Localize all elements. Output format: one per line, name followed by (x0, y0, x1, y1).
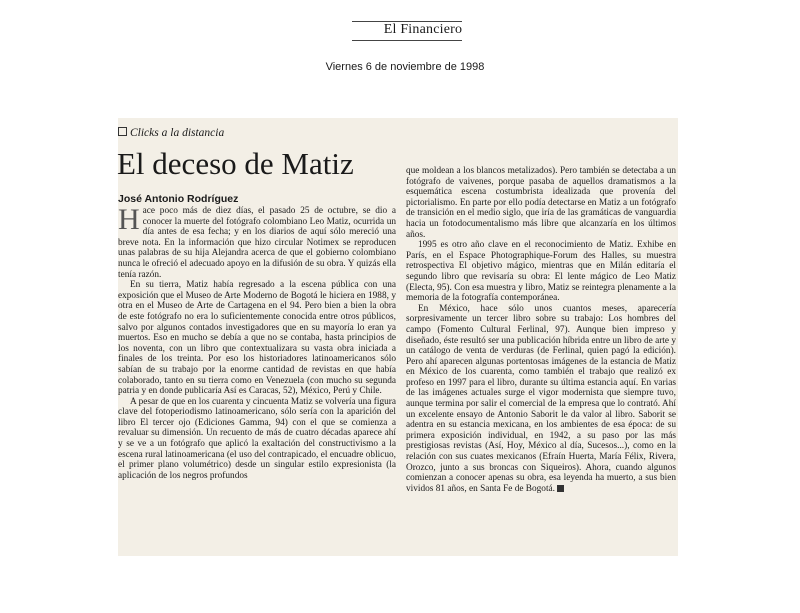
article-column-2 (406, 166, 676, 494)
masthead-rule-bottom (352, 40, 462, 41)
article-byline: José Antonio Rodríguez (118, 193, 239, 205)
section-label-text: Clicks a la distancia (130, 127, 225, 139)
end-mark-icon (557, 485, 564, 492)
masthead-rule-top (352, 21, 462, 22)
article-headline: El deceso de Matiz (117, 146, 354, 181)
paragraph-5: 1995 es otro año clave en el reconocimiento de Matiz. Exhibe en París, en el Espace Photographique-Forum des Halles, su muestra retrospectiva El objetivo mágico, mientras que en Milán editaría el segundo libro que revisaría su obra: El lente mágico de Leo Matiz (Electa, 95). Con esa muestra y libro, Matiz se reintegra plenamente a la memoria de la fotografía contemporánea. (406, 240, 676, 304)
paragraph-6 (406, 304, 676, 495)
section-label (118, 127, 224, 139)
paragraph-1-text: ace poco más de diez días, el pasado 25 de octubre, se dio a conocer la muerte del fotógrafo colombiano Leo Matiz, ocurrida un día antes de esa fecha; y en los diarios de aquí sólo mereció una breve nota. En la información que hizo circular Notimex se reproducen unas palabras de su hija Alejandra acerca de que el gobierno colombiano nunca le ofreció el adecuado apoyo en la difusión de su obra. Y quizás ella tenía razón. (118, 206, 396, 280)
dateline: Viernes 6 de noviembre de 1998 (325, 61, 485, 73)
paragraph-3: A pesar de que en los cuarenta y cincuenta Matiz se volvería una figura clave del fotoperiodismo latinoamericano, sólo sería con la aparición del libro El tercer ojo (Ediciones Gamma, 94) con el que se comienza a revaluar su dimensión. Un recuento de más de cuatro décadas aparece ahí y se ve a un fotógrafo que aplicó la exaltación del constructivismo a la escena rural latinoamericana (el uso del contrapicado, el encuadre oblicuo, el primer plano volumétrico) desde un singular estilo expresionista (la aplicación de los negros profundos (118, 396, 396, 481)
paragraph-4: que moldean a los blancos metalizados). Pero también se detectaba a un fotógrafo de vaivenes, porque pasaba de aquellos dramatismos a la esquemática escena costumbrista idealizada que provenía del pictorialismo. En parte por ello podía detectarse en Matiz a un fotógrafo de transición en el medio siglo, que iría de las gramáticas de vanguardia hacia un fotodocumentalismo más libre que alcanzaría en los últimos años. (406, 166, 676, 240)
article-column-1 (118, 203, 396, 481)
checkbox-square-icon (118, 127, 127, 136)
paragraph-1 (118, 203, 396, 280)
drop-cap: H (118, 203, 140, 236)
paragraph-6-text: En México, hace sólo unos cuantos meses, aparecería sorpresivamente un tercer libro sobre su trabajo: Los hombres del campo (Fomento Cultural Ferlinal, 97). Aunque bien impreso y diseñado, éste resultó ser una publicación híbrida entre un libro de arte y un catálogo de venta de verduras (de Ferlinal, quien pagó la edición). Pero ahí aparecen algunas portentosas imágenes de la estancia de Matiz en México de los cuarenta, como también el trabajo que realizó ex profeso en 1997 para el libro, durante su última estancia aquí. En varias de las imágenes actuales surge el vigor modernista que siempre tuvo, aunque termina por salir el comercial de la empresa que lo contrató. Ahí un excelente ensayo de Antonio Saborit le da valor al libro. Saborit se adentra en su estancia mexicana, en los ambientes de esa época: de su primera exposición individual, en 1942, a su paso por las más prestigiosas revistas (Así, Hoy, México al día, Sucesos...), como en la relación con sus cuates mexicanos (Efraín Huerta, María Félix, Rivera, Orozco, junto a sus broncas con Siqueiros). Ahora, cuando algunos comienzan a conocer apenas su obra, esa leyenda ha muerto, a sus bien vividos 81 años, en Santa Fe de Bogotá. (406, 303, 676, 494)
paragraph-2: En su tierra, Matiz había regresado a la escena pública con una exposición que el Museo de Arte Moderno de Bogotá le hiciera en 1988, y otra en el Museo de Arte de Cartagena en el 94. Pero bien a bien la obra de este fotógrafo no era lo suficientemente conocida entre otros públicos, salvo por algunos contados investigadores que en su mayoría lo eran ya muertos. Eso en mucho se debía a que no se contaba, hasta principios de los noventa, con un libro que contextualizara su vasta obra iniciada a finales de los treinta. Por eso los historiadores latinoamericanos sólo sabían de su trabajo por la enorme cantidad de revistas en que había colaborado, tanto en su tierra como en Venezuela (con mucho su segunda patria y en donde publicaría Así es Caracas, 52), México, Perú y Chile. (118, 280, 396, 397)
newspaper-masthead: El Financiero (383, 22, 463, 37)
